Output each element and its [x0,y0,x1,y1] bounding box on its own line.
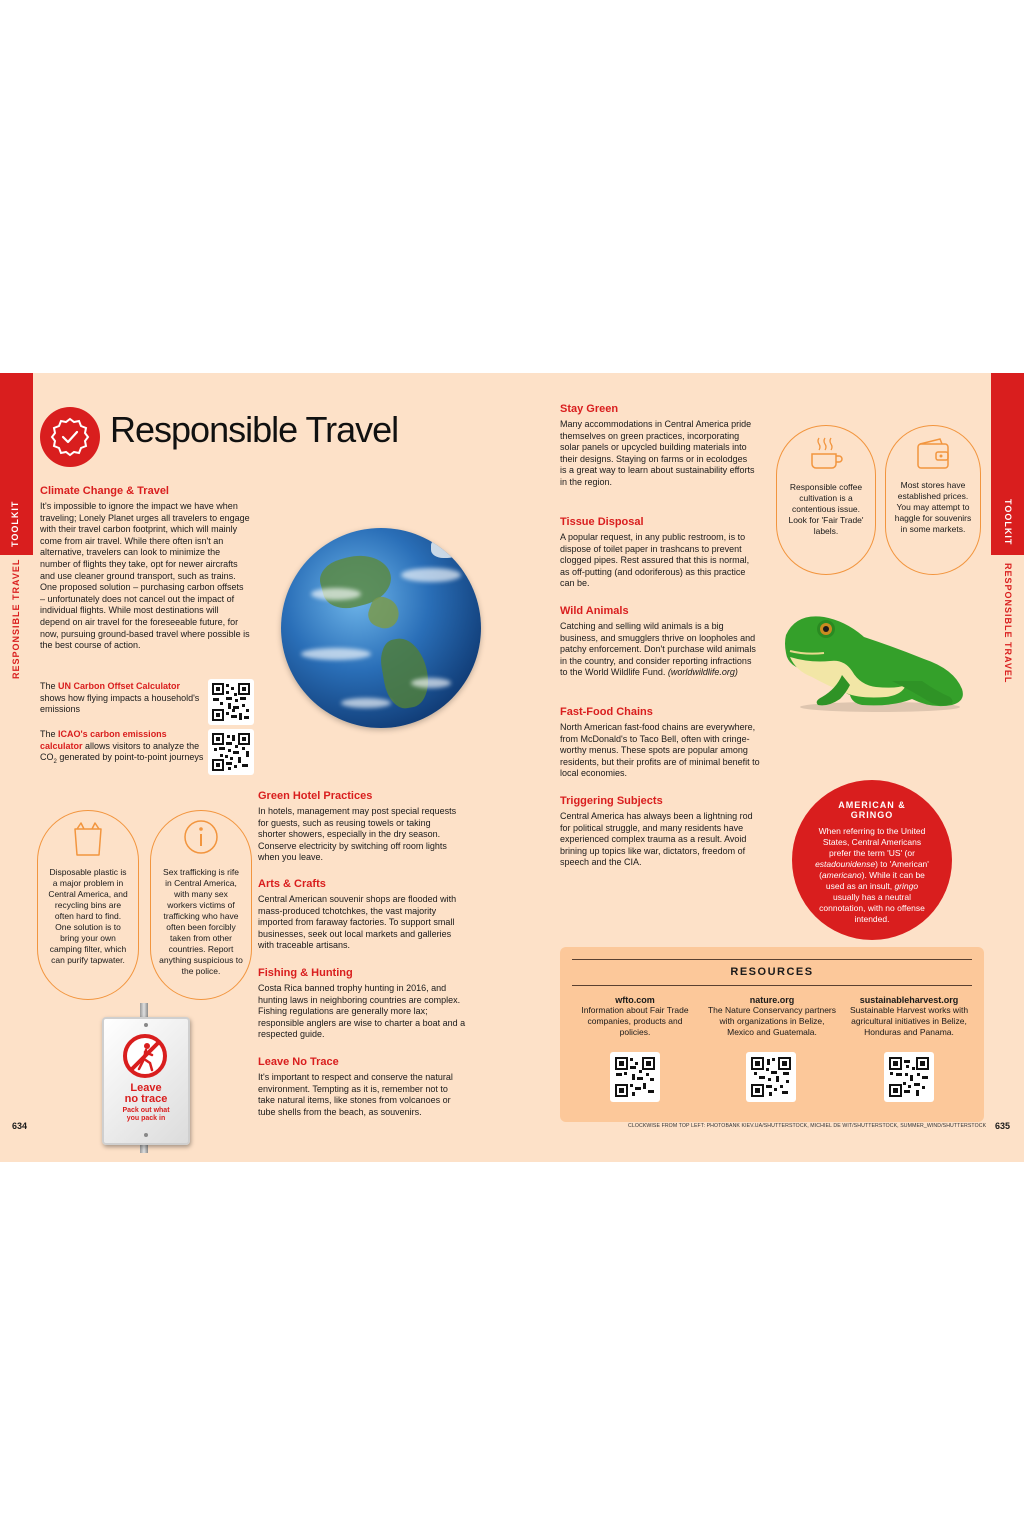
arts-crafts-body: Central American souvenir shops are flooded with mass-produced tchotchkes, the vast majority imported from faraway factories. To support small businesses, seek out local markets and galleries with traceable artisans. [258,894,457,951]
green-frog-image [772,605,982,715]
tissue-disposal-heading: Tissue Disposal [560,516,644,528]
stay-green-body: Many accommodations in Central America pride themselves on green practices, incorporating solar panels or upcycled building materials into their designs. Staying on farms or in ecolodges is a great way to learn about sustainability efforts in the region. [560,419,755,487]
sign-line-1: Leave [130,1082,162,1094]
icao-calculator-qr-code[interactable] [208,729,254,775]
tissue-disposal-body: A popular request, in any public restroom, is to dispose of toilet paper in trashcans to prevent clogged pipes. Rest assured that this is normal, as off-putting (and odoriferous) as this practice can be. [560,532,750,589]
triggering-subjects-heading: Triggering Subjects [560,795,663,807]
tab-label-toolkit: TOOLKIT [10,500,20,547]
photo-credit: CLOCKWISE FROM TOP LEFT: PHOTOBANK KIEV.UA/SHUTTERSTOCK, MICHIEL DE WIT/SHUTTERSTOCK, SUMMER_WIND/SHUTTERSTOCK [628,1123,987,1129]
info-icon [183,819,219,860]
trafficking-tip-text: Sex trafficking is rife in Central America, with many sex workers victims of trafficking who have often been forcibly taken from other countries. Report anything suspicious to the police. [159,867,243,976]
sign-line-4: you pack in [126,1115,166,1122]
nature-qr-code[interactable] [746,1052,796,1102]
icao-calculator-link[interactable]: ICAO's carbon emissions calculator [40,729,167,751]
plastic-tip-text: Disposable plastic is a major problem in Central America, and recycling bins are often hard to find. One solution is to bring your own camping filter, which can purify tapwater. [48,867,128,965]
resource-name[interactable]: nature.org [749,995,795,1005]
coffee-tip-card [776,425,876,575]
coffee-tip-text: Responsible coffee cultivation is a contentious issue. Look for 'Fair Trade' labels. [788,482,864,536]
tab-label-section: RESPONSIBLE TRAVEL [11,558,21,679]
sign-panel [102,1017,190,1145]
un-calculator-link[interactable]: UN Carbon Offset Calculator [58,681,181,691]
guidebook-spread [0,373,1024,1162]
resource-sustainable-harvest [842,995,976,1038]
un-calculator-qr-code[interactable] [208,679,254,725]
earth-globe-image [281,528,481,728]
tab-label-section: RESPONSIBLE TRAVEL [1003,563,1013,684]
resource-name[interactable]: wfto.com [615,995,655,1005]
left-section-tab [0,373,33,1162]
left-page-number: 634 [12,1121,28,1131]
badge-check-icon [40,407,100,467]
sustainable-harvest-qr-code[interactable] [884,1052,934,1102]
page-title: Responsible Travel [110,409,399,450]
fast-food-heading: Fast-Food Chains [560,706,653,718]
callout-title-2: GRINGO [850,810,894,820]
plastic-tip-card [37,810,139,1000]
green-hotel-body: In hotels, management may post special requests for guests, such as reusing towels or taking shorter showers, especially in the dry season. Conserve electricity by switching off room lights when you leave. [258,806,457,863]
coffee-cup-icon [807,434,845,477]
resource-desc: The Nature Conservancy partners with organizations in Belize, Mexico and Guatemala. [707,1005,837,1037]
wild-animals-heading: Wild Animals [560,605,629,617]
leave-no-trace-sign-image [100,1013,190,1147]
callout-body: When referring to the United States, Central Americans prefer the term 'US' (or estadounidense) to 'American' (americano). While it can be used as an insult, gringo usually has a neutral connotation, with no offense intended. [815,826,929,924]
american-gringo-callout [792,780,952,940]
green-hotel-heading: Green Hotel Practices [258,790,373,802]
resource-wfto [572,995,698,1038]
resources-heading: RESOURCES [730,966,814,978]
climate-body: It's impossible to ignore the impact we have when traveling; Lonely Planet urges all travelers to engage with their travel carbon footprint, which will mainly come from air travel. While there often isn't an alternative, travelers can look to minimize the number of flights they take, opt for newer aircrafts and use cleaner ground transport, such as trains. One proposed solution – purchasing carbon offsets – unfortunately does not cancel out the impact of individual flights. While most destinations will depend on air travel for the foreseeable future, for now, pursuing ground-based travel where possible is the best course of action. [40,501,250,651]
fishing-hunting-body: Costa Rica banned trophy hunting in 2016, and hunting laws in neighboring countries are complex. Fishing regulations are generally more lax; responsible anglers are wise to charter a boat and a respected guide. [258,983,466,1040]
right-section-tab [991,373,1024,1162]
callout-title-1: AMERICAN & [838,800,906,810]
leave-no-trace-body: It's important to respect and conserve the natural environment. Tempting as it is, remember not to take natural items, like stones from volcanoes or tube shells from the beach, as souvenirs. [258,1072,453,1117]
arts-crafts-heading: Arts & Crafts [258,878,326,890]
resource-desc: Information about Fair Trade companies, products and policies. [581,1005,689,1037]
wild-animals-body: Catching and selling wild animals is a big business, and smugglers thrive on loopholes and patchy enforcement. Don't purchase wild animals in the country, and consider reporting infractions to the World Wildlife Fund. (worldwildlife.org) [560,621,756,678]
stay-green-heading: Stay Green [560,403,619,415]
un-calculator-text: The UN Carbon Offset Calculator shows how flying impacts a household's emissions [40,681,200,715]
right-page-number: 635 [995,1121,1011,1131]
resource-nature [706,995,838,1038]
haggle-tip-card [885,425,981,575]
no-littering-icon [122,1033,168,1084]
resource-name[interactable]: sustainableharvest.org [859,995,959,1005]
resource-desc: Sustainable Harvest works with agricultural initiatives in Belize, Honduras and Panama. [849,1005,969,1037]
wallet-icon [914,436,952,477]
triggering-subjects-body: Central America has always been a lightning rod for political struggle, and many residents have experienced complex trauma as a result. Avoid brining up topics like war, dictators, freedom of speech and the CIA. [560,811,753,868]
resources-box [560,947,984,1122]
sign-line-2: no trace [124,1093,168,1105]
climate-heading: Climate Change & Travel [40,485,169,497]
wwf-link[interactable]: (worldwildlife.org) [667,667,738,678]
fast-food-body: North American fast-food chains are everywhere, from McDonald's to Taco Bell, often with cringe-worthy menus. These spots are popular among residents, but their profits are of minimal benefit to local economies. [560,722,760,779]
leave-no-trace-heading: Leave No Trace [258,1056,339,1068]
haggle-tip-text: Most stores have established prices. You may attempt to haggle for souvenirs in some markets. [894,480,972,534]
tab-label-toolkit: TOOLKIT [1003,499,1013,546]
fishing-hunting-heading: Fishing & Hunting [258,967,353,979]
sign-line-3: Pack out what [122,1107,170,1114]
trafficking-tip-card [150,810,252,1000]
icao-calculator-text: The ICAO's carbon emissions calculator allows visitors to analyze the $CO_2$ generated by point-to-point journeys [40,729,204,765]
wfto-qr-code[interactable] [610,1052,660,1102]
plastic-bag-icon [71,819,105,862]
